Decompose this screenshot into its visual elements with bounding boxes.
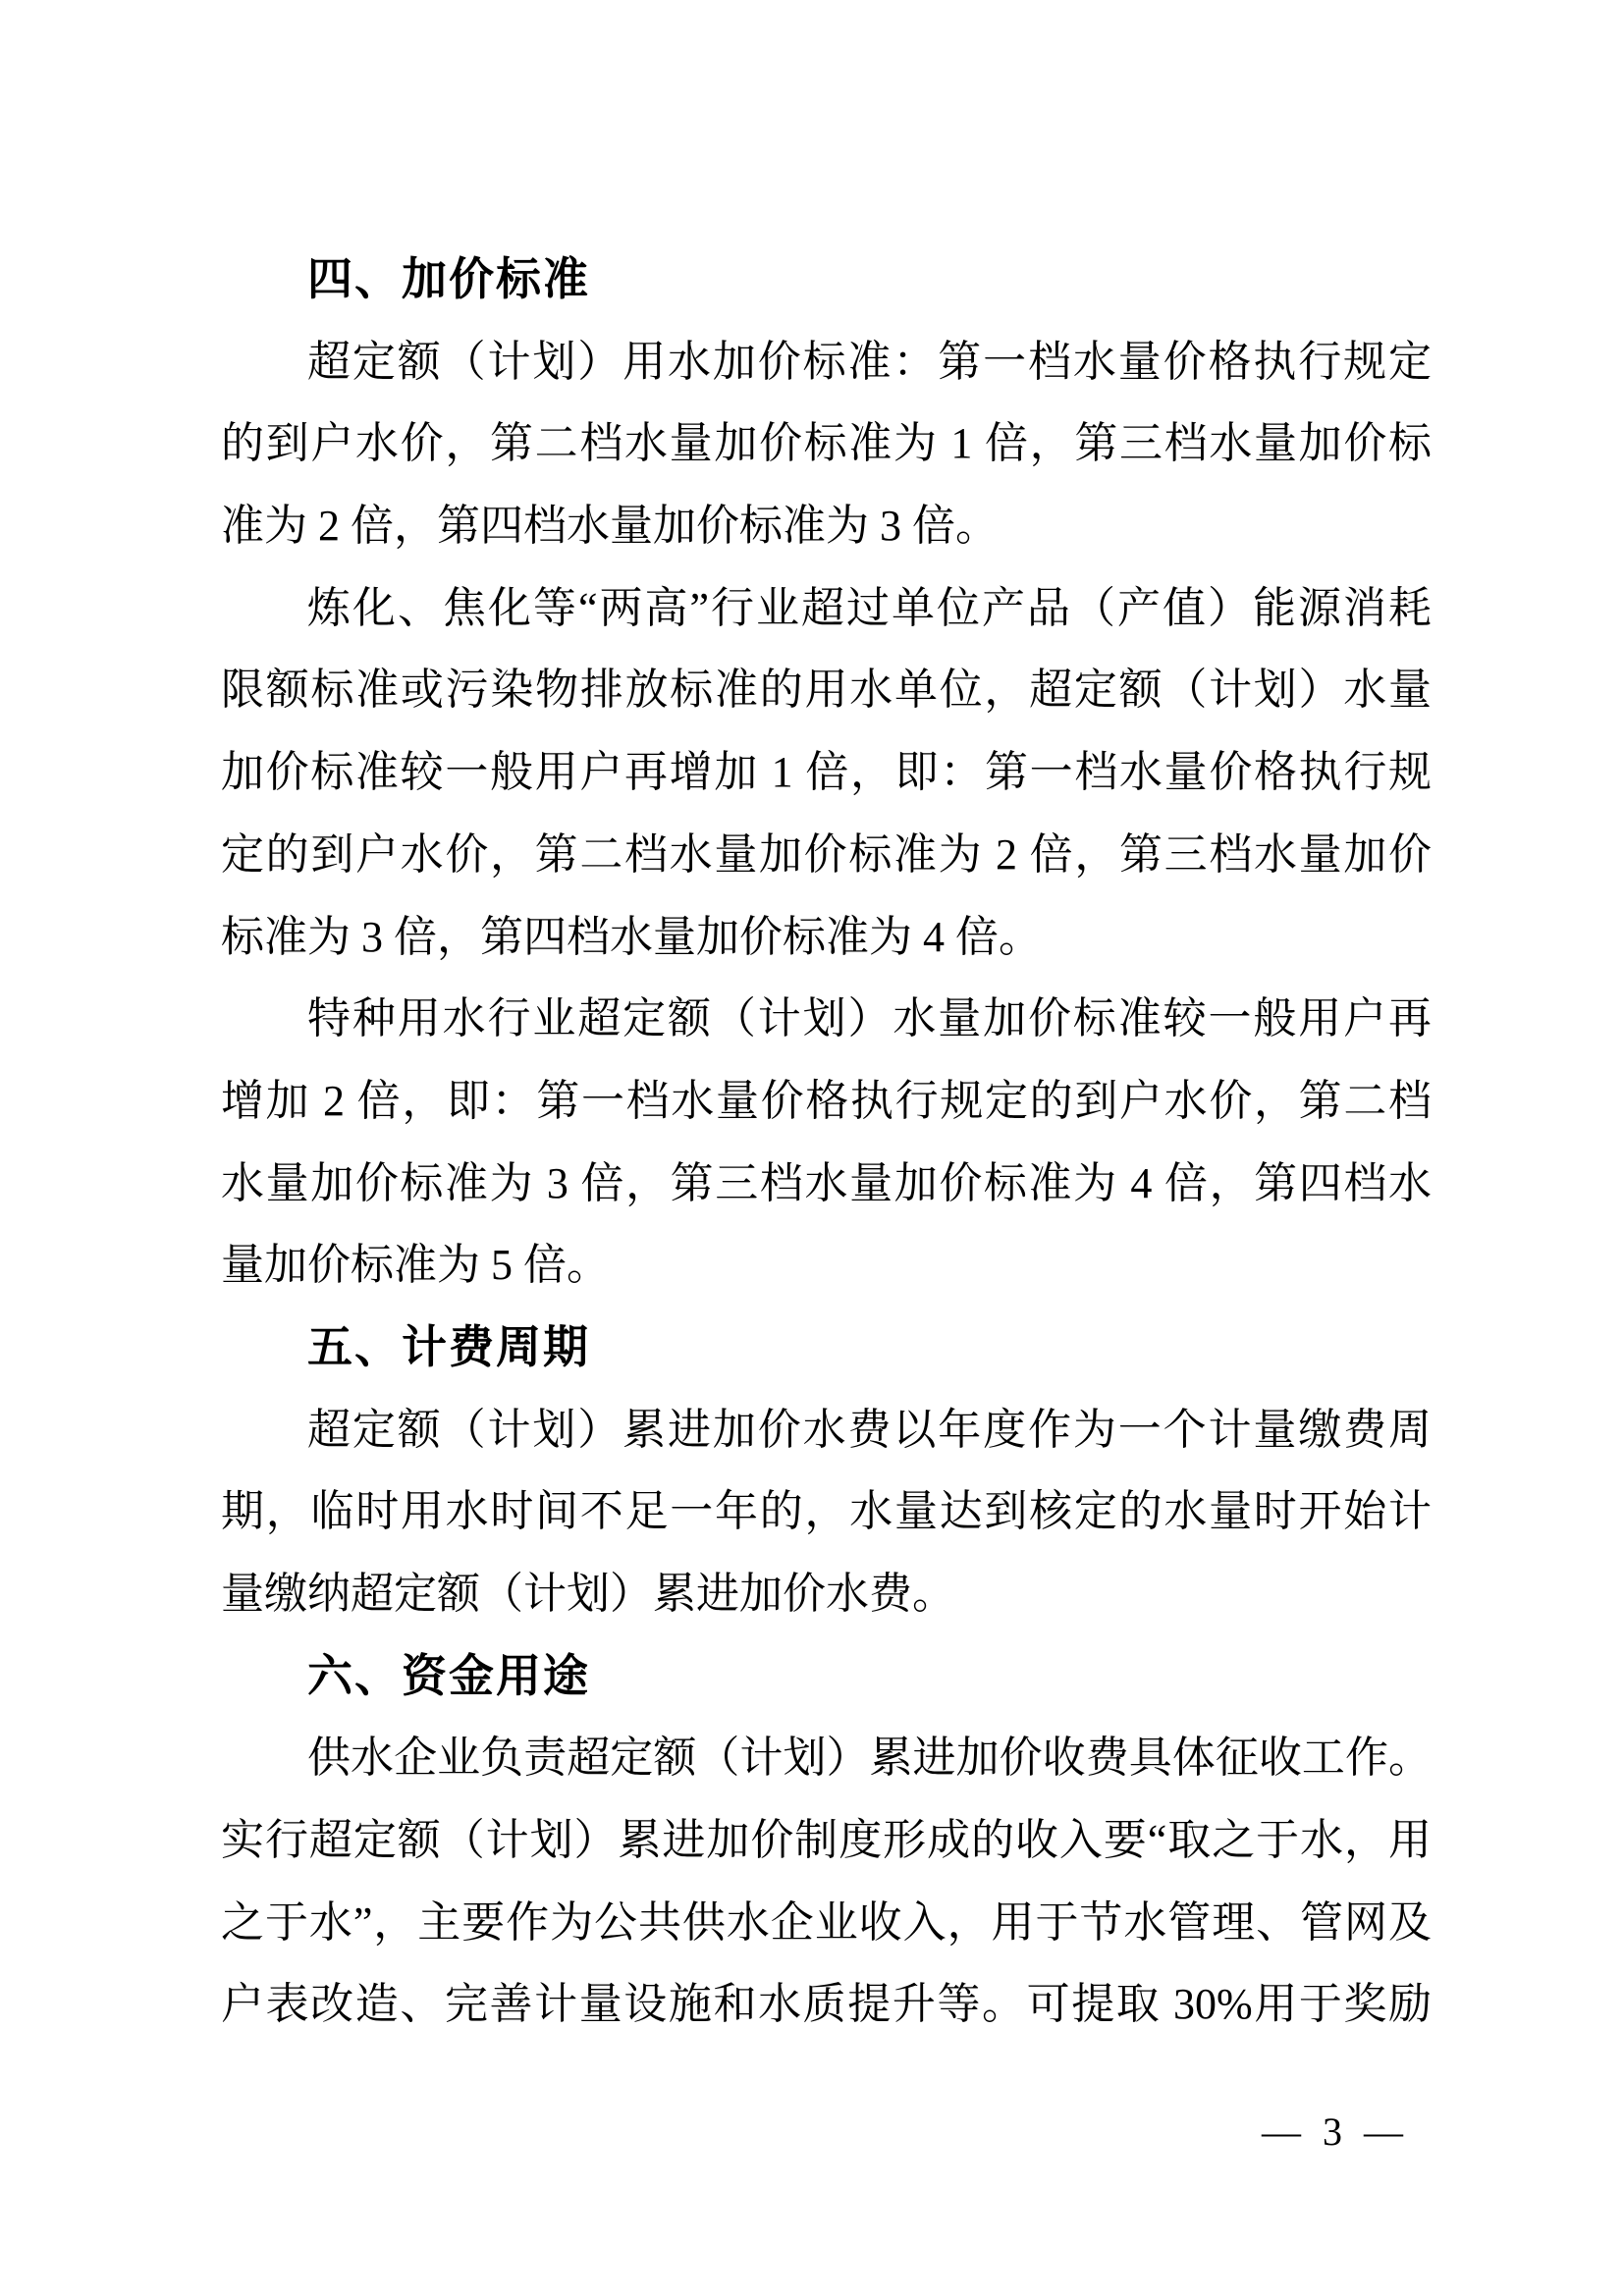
text-line: 标准为 3 倍，第四档水量加价标准为 4 倍。 bbox=[221, 912, 1042, 961]
text-line: 准为 2 倍，第四档水量加价标准为 3 倍。 bbox=[221, 502, 999, 551]
section-heading-5: 五、计费周期 bbox=[307, 1320, 590, 1372]
text-line: 定的到户水价，第二档水量加价标准为 2 倍，第三档水量加价 bbox=[221, 829, 1432, 879]
text-line: 加价标准较一般用户再增加 1 倍，即：第一档水量价格执行规 bbox=[221, 748, 1432, 797]
text-line: 户表改造、完善计量设施和水质提升等。可提取 30%用于奖励 bbox=[221, 1980, 1432, 2029]
text-line: 增加 2 倍，即：第一档水量价格执行规定的到户水价，第二档 bbox=[221, 1076, 1432, 1125]
text-line: 限额标准或污染物排放标准的用水单位，超定额（计划）水量 bbox=[221, 666, 1432, 715]
text-line: 超定额（计划）用水加价标准：第一档水量价格执行规定 bbox=[307, 337, 1432, 386]
text-line: 炼化、焦化等“两高”行业超过单位产品（产值）能源消耗 bbox=[307, 583, 1432, 632]
text-line: 期，临时用水时间不足一年的，水量达到核定的水量时开始计 bbox=[221, 1487, 1432, 1536]
document-body bbox=[221, 239, 1432, 2046]
text-line: 的到户水价，第二档水量加价标准为 1 倍，第三档水量加价标 bbox=[221, 419, 1432, 468]
text-line: 之于水”，主要作为公共供水企业收入，用于节水管理、管网及 bbox=[221, 1897, 1432, 1947]
section-heading-6: 六、资金用途 bbox=[307, 1649, 590, 1701]
section-heading-4: 四、加价标准 bbox=[307, 253, 590, 304]
text-line: 实行超定额（计划）累进加价制度形成的收入要“取之于水，用 bbox=[221, 1816, 1432, 1865]
text-line: 水量加价标准为 3 倍，第三档水量加价标准为 4 倍，第四档水 bbox=[221, 1158, 1432, 1207]
text-line: 量加价标准为 5 倍。 bbox=[221, 1241, 610, 1290]
page-number: — 3 — bbox=[1262, 2109, 1409, 2154]
text-line: 超定额（计划）累进加价水费以年度作为一个计量缴费周 bbox=[307, 1405, 1432, 1454]
text-line: 供水企业负责超定额（计划）累进加价收费具体征收工作。 bbox=[307, 1734, 1432, 1783]
text-line: 特种用水行业超定额（计划）水量加价标准较一般用户再 bbox=[307, 994, 1432, 1043]
text-line: 量缴纳超定额（计划）累进加价水费。 bbox=[221, 1570, 955, 1618]
